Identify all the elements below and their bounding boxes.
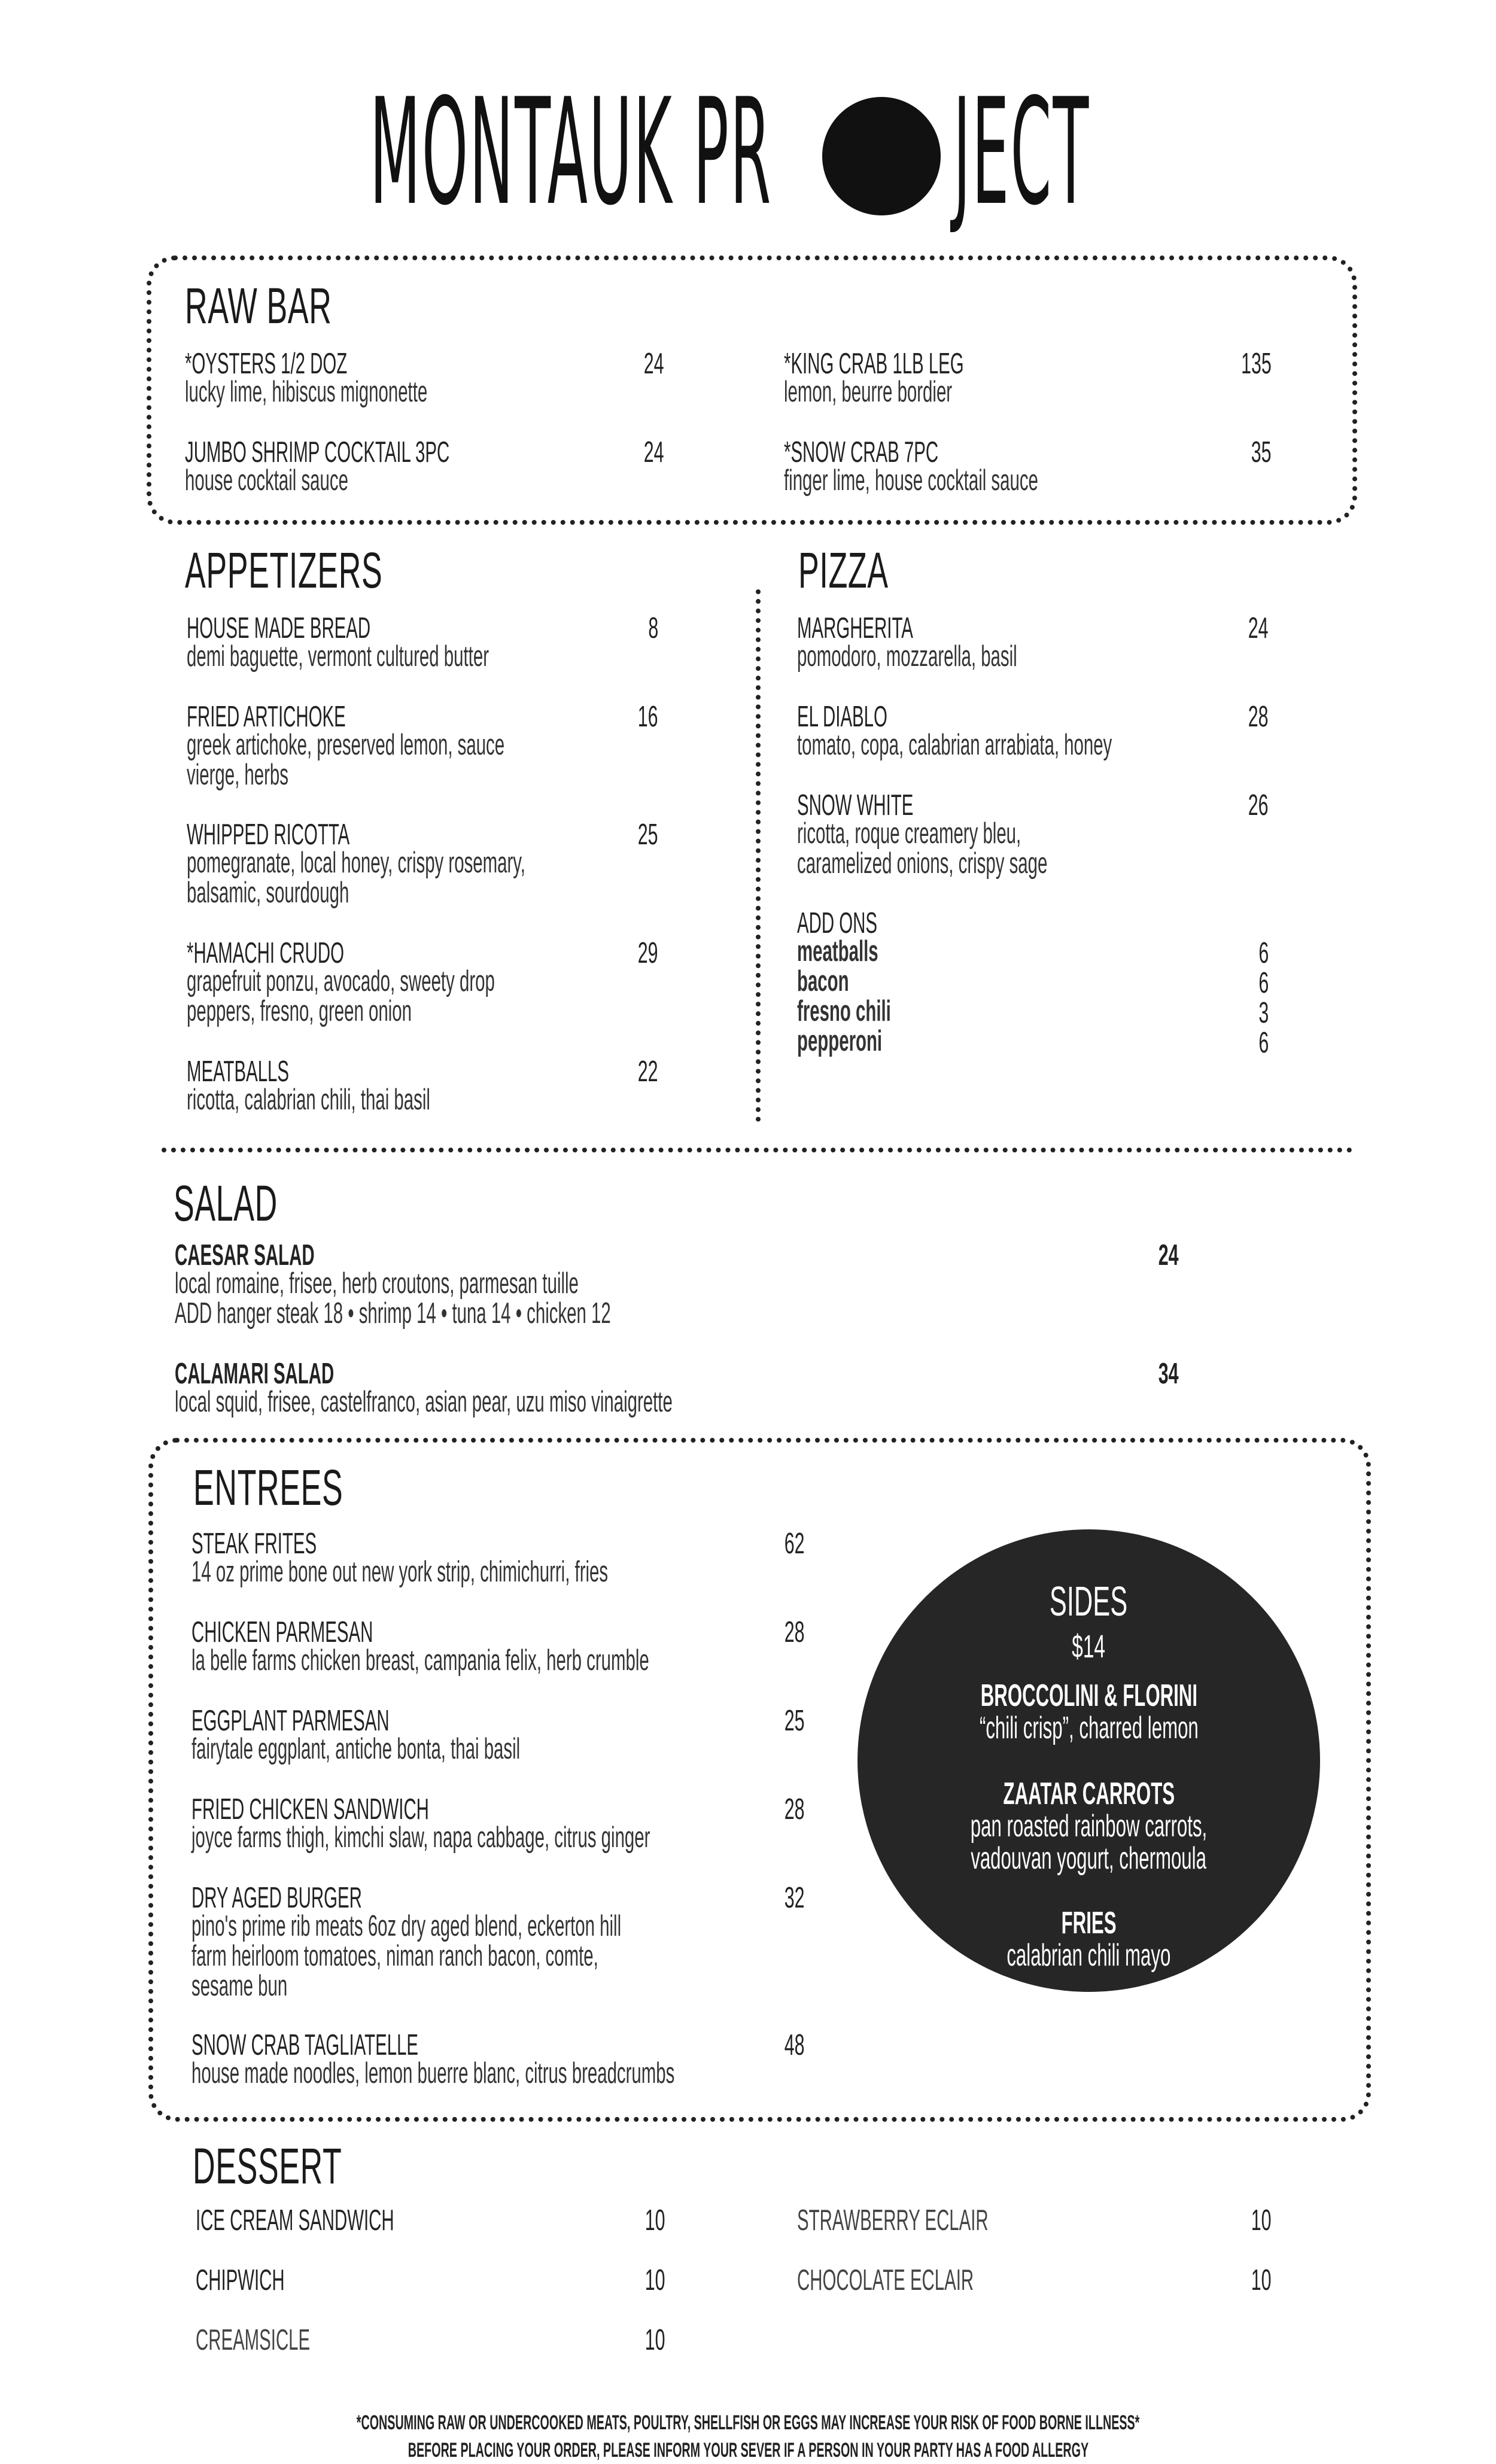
sides-panel	[858, 1529, 1320, 1992]
item-price: 24	[644, 348, 664, 380]
menu-item: SNOW CRAB TAGLIATELLE house made noodles, lemon buerre blanc, citrus breadcrumbs	[191, 2029, 675, 2089]
item-price: 28	[785, 1616, 805, 1648]
dessert-title: DESSERT	[193, 2138, 342, 2194]
menu-item: MEATBALLS ricotta, calabrian chili, thai basil	[187, 1055, 430, 1116]
item-price: 10	[645, 2204, 665, 2237]
side-item-desc: “chili crisp”, charred lemon	[979, 1711, 1199, 1745]
dessert-item: CHIPWICH	[196, 2264, 285, 2296]
entrees-title: ENTREES	[193, 1459, 343, 1516]
item-price: 22	[638, 1055, 658, 1088]
logo-text-left: MONTAUK PR	[370, 67, 773, 238]
salad-title: SALAD	[174, 1175, 278, 1231]
item-price: 26	[1248, 789, 1269, 822]
appetizers-title: APPETIZERS	[185, 542, 383, 598]
menu-item: WHIPPED RICOTTA pomegranate, local honey, crispy rosemary, balsamic, sourdough	[187, 819, 525, 909]
dessert-item: CREAMSICLE	[196, 2324, 311, 2356]
menu-item: JUMBO SHRIMP COCKTAIL 3PC house cocktail sauce	[185, 436, 450, 497]
item-price: 10	[645, 2264, 665, 2296]
menu-item: EGGPLANT PARMESAN fairytale eggplant, antiche bonta, thai basil	[191, 1705, 521, 1765]
dessert-item: CHOCOLATE ECLAIR	[797, 2264, 974, 2296]
item-price: 62	[785, 1528, 805, 1560]
item-price: 10	[645, 2324, 665, 2356]
sides-title: SIDES	[1050, 1578, 1128, 1625]
section-divider	[162, 1148, 1352, 1152]
item-price: 10	[1251, 2204, 1272, 2237]
item-price: 29	[638, 937, 658, 969]
add-ons-list: ADD ONS meatballs bacon fresno chili pepperoni	[797, 907, 891, 1057]
menu-item: CAESAR SALAD local romaine, frisee, herb croutons, parmesan tuille ADD hanger steak 18 • shrimp 14 • tuna 14 • chicken 12	[175, 1239, 611, 1330]
add-on-price: 6	[1258, 937, 1269, 969]
item-price: 25	[638, 819, 658, 851]
item-price: 8	[648, 612, 658, 644]
menu-item: CALAMARI SALAD local squid, frisee, castelfranco, asian pear, uzu miso vinaigrette	[175, 1358, 673, 1418]
column-divider	[756, 589, 761, 1122]
menu-item: FRIED ARTICHOKE greek artichoke, preserved lemon, sauce vierge, herbs	[187, 701, 505, 791]
sides-price: $14	[1072, 1629, 1106, 1665]
item-price: 25	[785, 1705, 805, 1737]
item-price: 35	[1251, 436, 1272, 469]
side-item-desc: vadouvan yogurt, chermoula	[971, 1841, 1207, 1876]
menu-item: CHICKEN PARMESAN la belle farms chicken breast, campania felix, herb crumble	[191, 1616, 649, 1677]
add-on-price: 3	[1258, 997, 1269, 1029]
allergy-disclaimer: *CONSUMING RAW OR UNDERCOOKED MEATS, POULTRY, SHELLFISH OR EGGS MAY INCREASE YOUR RISK OF FOOD BORNE ILLNESS*	[356, 2411, 1140, 2434]
menu-item: *KING CRAB 1LB LEG lemon, beurre bordier	[784, 348, 964, 408]
menu-item: STEAK FRITES 14 oz prime bone out new york strip, chimichurri, fries	[191, 1528, 609, 1588]
allergy-notice: BEFORE PLACING YOUR ORDER, PLEASE INFORM YOUR SEVER IF A PERSON IN YOUR PARTY HAS A FOOD ALLERGY	[408, 2439, 1088, 2462]
menu-item: HOUSE MADE BREAD demi baguette, vermont cultured butter	[187, 612, 489, 673]
add-on-price: 6	[1258, 967, 1269, 999]
item-price: 10	[1251, 2264, 1272, 2296]
item-price: 24	[644, 436, 664, 469]
menu-item: DRY AGED BURGER pino's prime rib meats 6oz dry aged blend, eckerton hill farm heirloom tomatoes, niman ranch bacon, comte, sesame bun	[191, 1882, 622, 2002]
item-price: 28	[785, 1793, 805, 1826]
logo-text-right: JECT	[953, 67, 1090, 238]
side-item-desc: pan roasted rainbow carrots,	[970, 1809, 1208, 1844]
menu-item: FRIED CHICKEN SANDWICH joyce farms thigh, kimchi slaw, napa cabbage, citrus ginger	[191, 1793, 650, 1854]
item-price: 48	[785, 2029, 805, 2061]
menu-item: *OYSTERS 1/2 DOZ lucky lime, hibiscus mignonette	[185, 348, 428, 408]
raw-bar-title: RAW BAR	[185, 278, 332, 334]
side-item-name: FRIES	[1061, 1906, 1117, 1940]
pizza-title: PIZZA	[798, 542, 889, 598]
item-price: 135	[1241, 348, 1272, 380]
menu-item: *HAMACHI CRUDO grapefruit ponzu, avocado, sweety drop peppers, fresno, green onion	[187, 937, 495, 1027]
item-price: 24	[1248, 612, 1269, 644]
item-price: 16	[638, 701, 658, 733]
menu-item: SNOW WHITE ricotta, roque creamery bleu, caramelized onions, crispy sage	[797, 789, 1048, 880]
item-price: 34	[1159, 1358, 1179, 1390]
item-price: 28	[1248, 701, 1269, 733]
side-item-name: BROCCOLINI & FLORINI	[980, 1678, 1197, 1713]
logo-circle-icon	[822, 97, 941, 215]
item-price: 24	[1159, 1239, 1179, 1271]
side-item-desc: calabrian chili mayo	[1007, 1938, 1171, 1973]
item-price: 32	[785, 1882, 805, 1914]
restaurant-logo	[370, 67, 1127, 238]
menu-item: *SNOW CRAB 7PC finger lime, house cocktail sauce	[784, 436, 1038, 497]
menu-item: MARGHERITA pomodoro, mozzarella, basil	[797, 612, 1017, 673]
menu-item: EL DIABLO tomato, copa, calabrian arrabiata, honey	[797, 701, 1112, 761]
dessert-item: ICE CREAM SANDWICH	[196, 2204, 394, 2237]
dessert-item: STRAWBERRY ECLAIR	[797, 2204, 989, 2237]
side-item-name: ZAATAR CARROTS	[1003, 1776, 1175, 1811]
add-on-price: 6	[1258, 1027, 1269, 1059]
